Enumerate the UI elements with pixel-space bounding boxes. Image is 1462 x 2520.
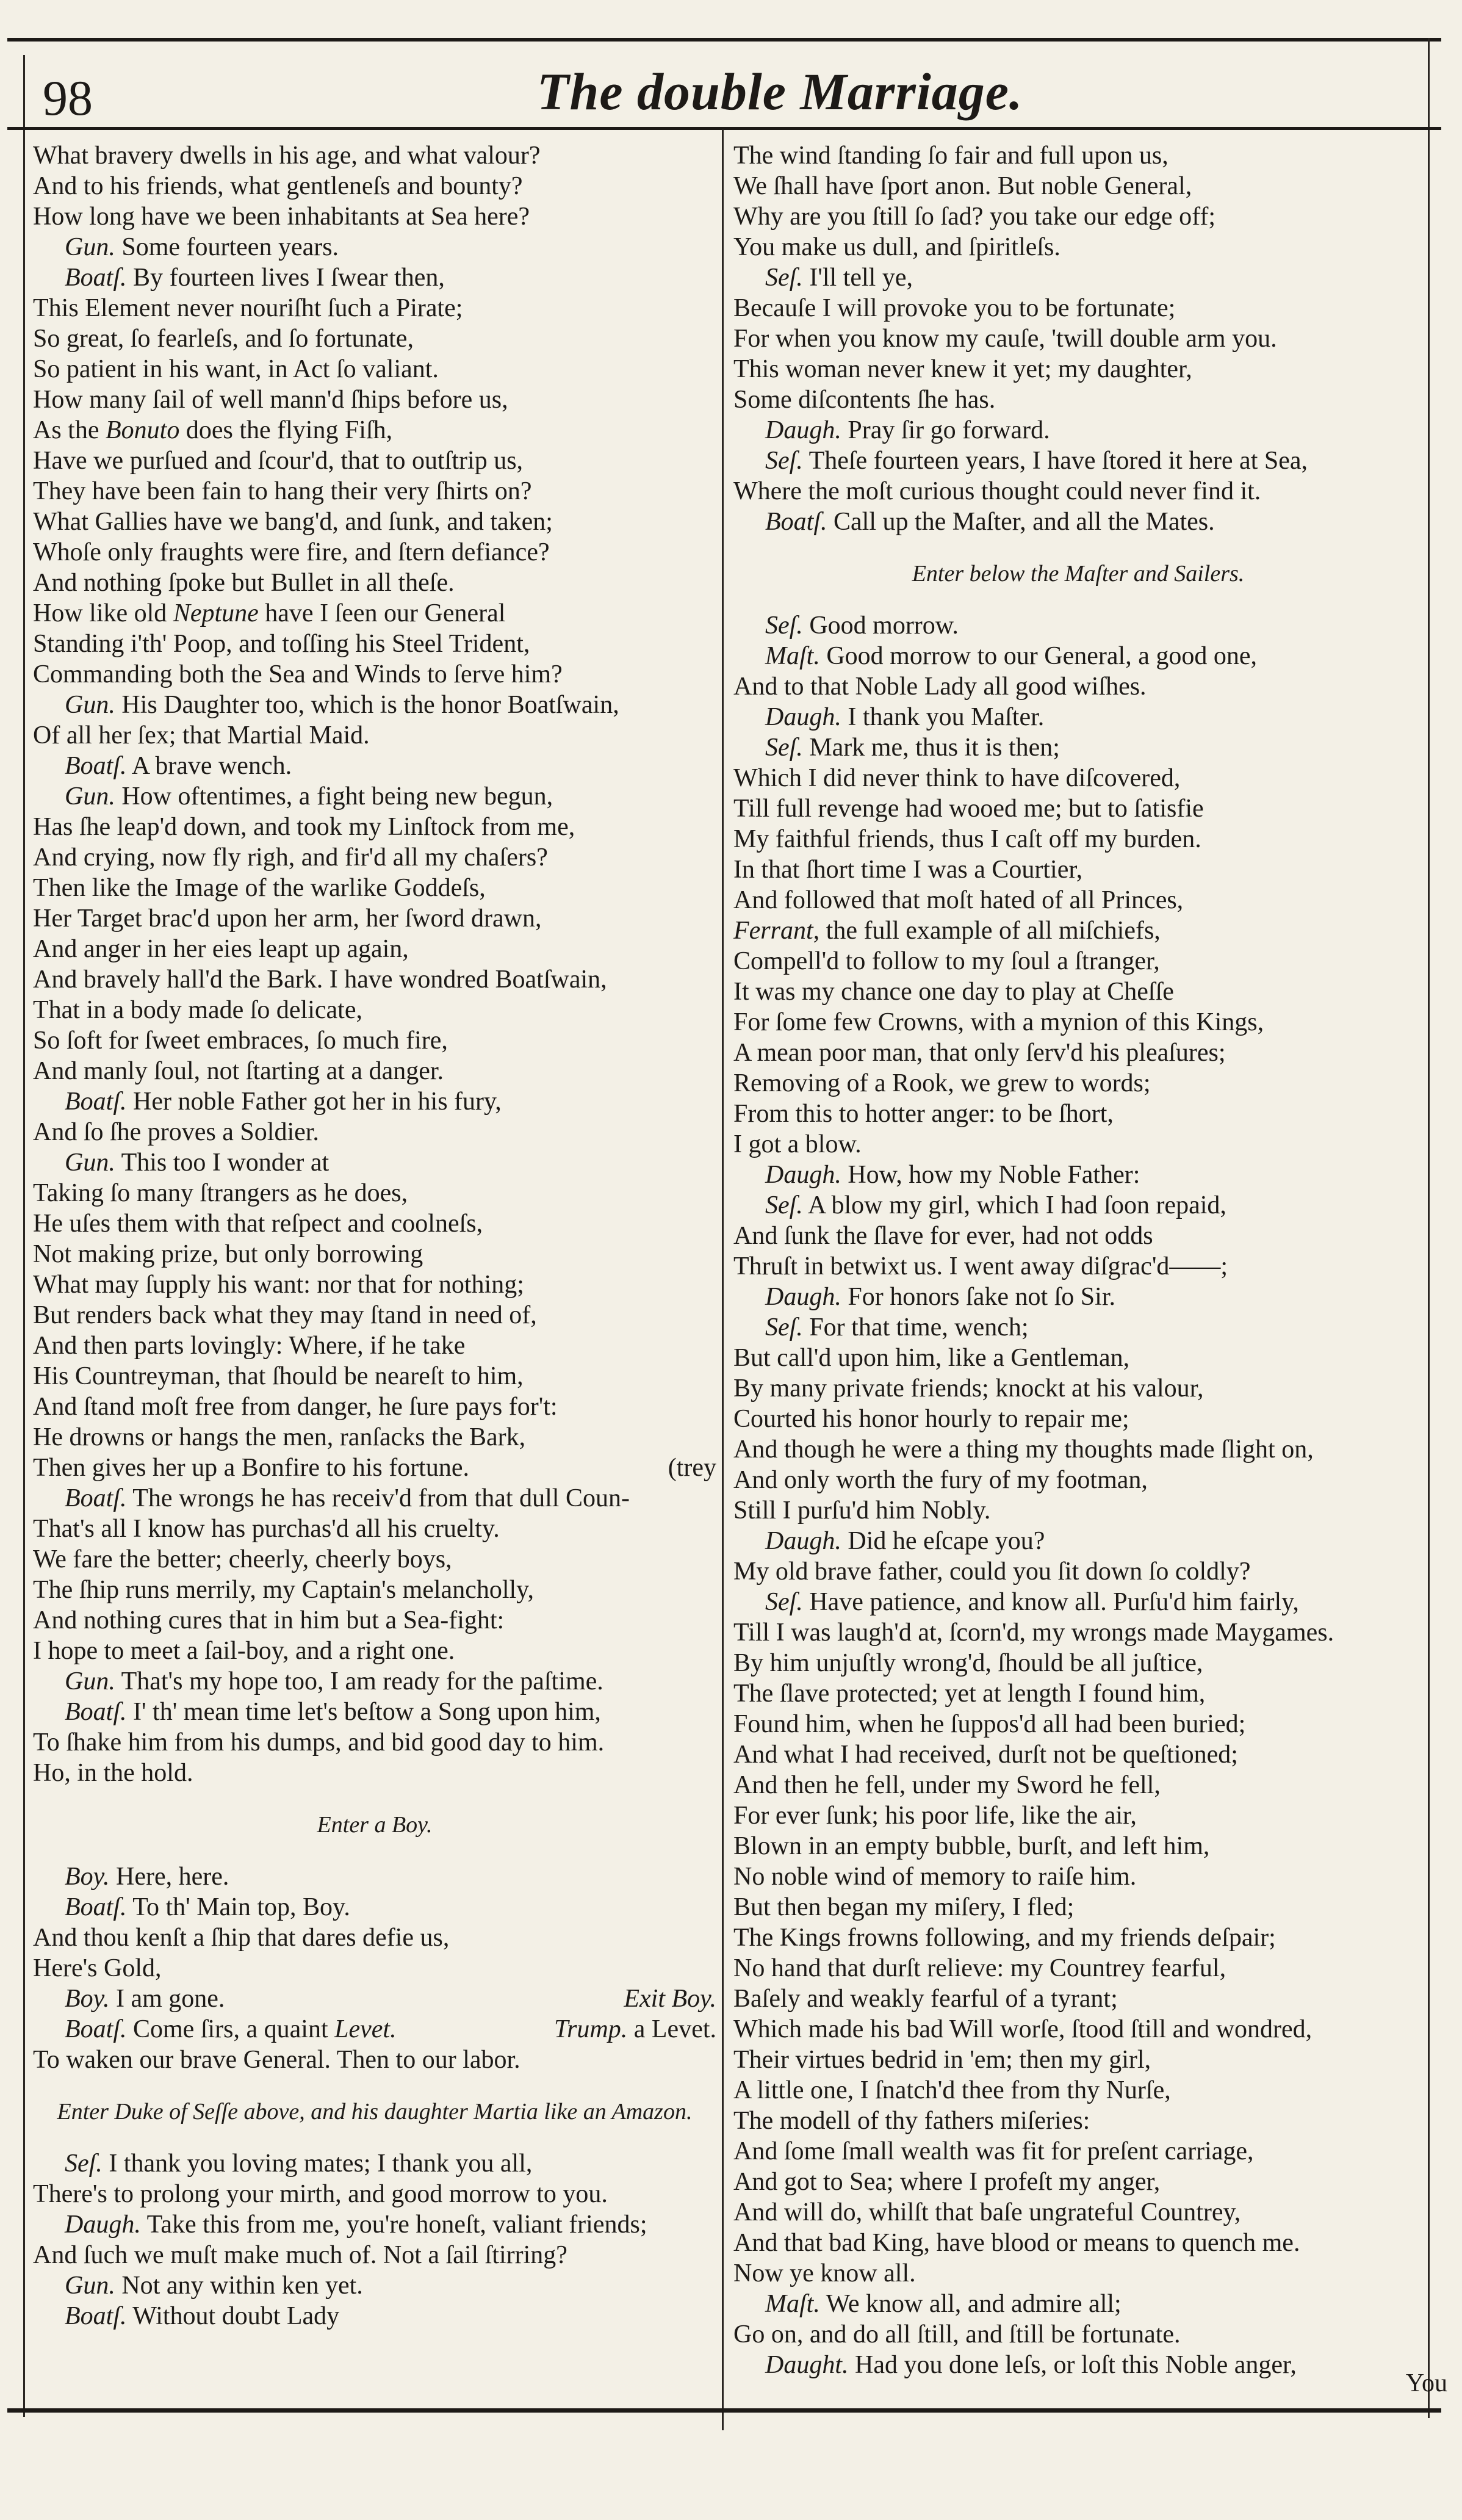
- verse-line: Removing of a Rook, we grew to words;: [733, 1069, 1151, 1097]
- verse-line: Has ſhe leap'd down, and took my Linſtock from me,: [33, 813, 575, 841]
- speech-line: [733, 507, 1423, 537]
- speaker-name: Gun.: [65, 2272, 115, 2300]
- verse-line: And to that Noble Lady all good wiſhes.: [733, 673, 1147, 701]
- speech-text: Theſe fourteen years, I have ſtored it here at Sea,: [808, 447, 1308, 475]
- verse-line: No noble wind of memory to raiſe him.: [733, 1863, 1137, 1891]
- verse-line: Go on, and do all ſtill, and ſtill be fortunate.: [733, 2320, 1181, 2349]
- exit-direction: Exit Boy.: [624, 1985, 716, 2013]
- verse-line: This woman never knew it yet; my daughter,: [733, 355, 1192, 383]
- cue-word: Trump.: [554, 2015, 628, 2043]
- verse-line: Becauſe I will provoke you to be fortunate;: [733, 294, 1176, 322]
- speech-text: I thank you loving mates; I thank you all,: [109, 2150, 533, 2178]
- speaker-name: Seſ.: [765, 1588, 803, 1616]
- verse-line: The ſhip runs merrily, my Captain's melancholly,: [33, 1576, 534, 1604]
- speech-line: [733, 702, 1423, 732]
- speech-text: Good morrow to our General, a good one,: [826, 642, 1257, 670]
- speech-text: How, how my Noble Father:: [848, 1161, 1140, 1189]
- verse-line: And manly ſoul, not ſtarting at a danger.: [33, 1057, 444, 1085]
- verse-line: The Kings frowns following, and my friends deſpair;: [733, 1924, 1276, 1952]
- verse-line: Some diſcontents ſhe has.: [733, 386, 996, 414]
- speaker-name: Daugh.: [765, 703, 841, 731]
- verse-line: He uſes them with that reſpect and coolneſs,: [33, 1210, 483, 1238]
- speaker-name: Daugh.: [765, 1283, 841, 1311]
- speech-line: [33, 1697, 716, 1727]
- verse-line: And will do, whilſt that baſe ungrateful Countrey,: [733, 2198, 1241, 2226]
- verse-line: Commanding both the Sea and Winds to ſerve him?: [33, 660, 563, 688]
- verse-line: For ever ſunk; his poor life, like the air,: [733, 1802, 1137, 1830]
- speaker-name: Boatſ.: [765, 508, 827, 536]
- italic-name: Bonuto: [106, 416, 180, 444]
- spacer: [33, 2075, 716, 2097]
- speech-text: His Daughter too, which is the honor Boatſwain,: [121, 691, 619, 719]
- text-run: Then gives her up a Bonfire to his fortune.: [33, 1454, 469, 1482]
- verse-line: And ſo ſhe proves a Soldier.: [33, 1118, 319, 1146]
- speech-line: [733, 732, 1423, 763]
- speaker-name: Daugh.: [65, 2211, 141, 2239]
- verse-line: [33, 415, 716, 446]
- verse-line: So patient in his want, in Act ſo valiant.: [33, 355, 439, 383]
- verse-line: We fare the better; cheerly, cheerly boys,: [33, 1545, 452, 1573]
- speech-line: [33, 781, 716, 812]
- verse-line: And got to Sea; where I profeſt my anger,: [733, 2168, 1161, 2196]
- speech-text: Come ſirs, a quaint: [133, 2015, 335, 2043]
- verse-line: Which made his bad Will worſe, ſtood ſtill and wondred,: [733, 2015, 1313, 2043]
- top-rule: [7, 38, 1441, 42]
- verse-line: Blown in an empty bubble, burſt, and left him,: [733, 1832, 1210, 1860]
- left-text-column: [33, 140, 716, 2331]
- verse-line: The modell of thy fathers miſeries:: [733, 2107, 1090, 2135]
- speaker-name: Daugh.: [765, 1161, 841, 1189]
- speaker-name: Gun.: [65, 233, 115, 261]
- verse-line: And nothing ſpoke but Bullet in all theſe.: [33, 569, 455, 597]
- verse-line: [733, 915, 1423, 946]
- speech-text: For that time, wench;: [809, 1313, 1029, 1341]
- speech-line: [33, 690, 716, 720]
- speech-line: [33, 1666, 716, 1697]
- verse-line: And crying, now fly righ, and fir'd all my chaſers?: [33, 843, 548, 872]
- verse-line: Thruſt in betwixt us. I went away diſgrac'd——;: [733, 1252, 1228, 1280]
- verse-line: What may ſupply his want: nor that for nothing;: [33, 1271, 524, 1299]
- speech-line: [733, 610, 1423, 641]
- italic-name: Levet.: [334, 2015, 397, 2043]
- speech-text: By fourteen lives I ſwear then,: [133, 264, 445, 292]
- speech-text: Had you done leſs, or loſt this Noble anger,: [855, 2351, 1297, 2379]
- speaker-name: Maſt.: [765, 2290, 820, 2318]
- verse-line: And then parts lovingly: Where, if he take: [33, 1332, 466, 1360]
- speech-line: [33, 2209, 716, 2240]
- verse-line: [33, 598, 716, 629]
- verse-line: But then began my miſery, I fled;: [733, 1893, 1075, 1921]
- stage-direction: Enter a Boy.: [317, 1812, 433, 1838]
- verse-line: Where the moſt curious thought could never find it.: [733, 477, 1261, 505]
- speech-text: Not any within ken yet.: [121, 2272, 363, 2300]
- turnover-fragment: (trey: [668, 1454, 716, 1482]
- speaker-name: Seſ.: [765, 447, 803, 475]
- cue-text: a Levet.: [627, 2015, 716, 2043]
- speech-text: Here, here.: [115, 1863, 229, 1891]
- speech-text: Did he eſcape you?: [848, 1527, 1045, 1555]
- verse-line: And bravely hall'd the Bark. I have wondred Boatſwain,: [33, 966, 607, 994]
- stage-direction: Enter below the Maſter and Sailers.: [912, 561, 1245, 587]
- text-run: have I ſeen our General: [258, 599, 506, 627]
- speech-line: [733, 446, 1423, 476]
- bottom-rule: [7, 2408, 1441, 2413]
- speech-text: A brave wench.: [131, 752, 292, 780]
- speech-line: [33, 232, 716, 262]
- speech-line: [33, 1984, 716, 2014]
- verse-line: His Countreyman, that ſhould be neareſt to him,: [33, 1362, 524, 1390]
- verse-line: This Element never nouriſht ſuch a Pirate;: [33, 294, 463, 322]
- speaker-name: Seſ.: [765, 734, 803, 762]
- verse-line: How many ſail of well mann'd ſhips before us,: [33, 386, 508, 414]
- speech-line: [33, 1892, 716, 1922]
- speech-text: How oftentimes, a fight being new begun,: [121, 782, 553, 811]
- speech-text: Without doubt Lady: [132, 2302, 340, 2330]
- speech-text: I thank you Maſter.: [848, 703, 1045, 731]
- speaker-name: Boatſ.: [65, 752, 127, 780]
- verse-line: Their virtues bedrid in 'em; then my girl,: [733, 2046, 1151, 2074]
- verse-line: Standing i'th' Poop, and toſſing his Steel Trident,: [33, 630, 530, 658]
- verse-line: To waken our brave General. Then to our labor.: [33, 2046, 520, 2074]
- verse-line: By him unjuſtly wrong'd, ſhould be all juſtice,: [733, 1649, 1203, 1677]
- verse-line: And ſunk the ſlave for ever, had not odds: [733, 1222, 1153, 1250]
- speech-text: The wrongs he has receiv'd from that dull Coun-: [132, 1484, 630, 1512]
- verse-line: The wind ſtanding ſo fair and full upon us,: [733, 142, 1169, 170]
- italic-name: Neptune: [173, 599, 259, 627]
- speech-line: [33, 1861, 716, 1892]
- speech-line: [33, 2301, 716, 2331]
- verse-line: How long have we been inhabitants at Sea here?: [33, 203, 530, 231]
- right-frame-rule: [1428, 38, 1430, 2418]
- speech-line: [733, 1282, 1423, 1312]
- speaker-name: Boatſ.: [65, 1698, 127, 1726]
- verse-line: And then he fell, under my Sword he fell,: [733, 1771, 1161, 1799]
- verse-line: Baſely and weakly fearful of a tyrant;: [733, 1985, 1118, 2013]
- verse-line: He drowns or hangs the men, ranſacks the Bark,: [33, 1423, 526, 1451]
- speech-text: A blow my girl, which I had ſoon repaid,: [808, 1191, 1226, 1219]
- verse-line: And ſtand moſt free from danger, he ſure pays for't:: [33, 1393, 558, 1421]
- verse-line: Till full revenge had wooed me; but to ſatisfie: [733, 795, 1204, 823]
- speech-line: [33, 1483, 716, 1514]
- verse-line: Till I was laugh'd at, ſcorn'd, my wrongs made Maygames.: [733, 1619, 1334, 1647]
- catchword: You: [1405, 2369, 1447, 2397]
- verse-line: Have we purſued and ſcour'd, that to outſtrip us,: [33, 447, 524, 475]
- verse-line: Then like the Image of the warlike Goddeſs,: [33, 874, 486, 902]
- verse-line: That in a body made ſo delicate,: [33, 996, 362, 1024]
- spacer: [33, 1788, 716, 1810]
- verse-line: My old brave father, could you ſit down ſo coldly?: [733, 1558, 1251, 1586]
- stage-cue: [554, 2014, 716, 2045]
- italic-name: Ferrant,: [733, 917, 820, 945]
- verse-line: And thou kenſt a ſhip that dares defie us,: [33, 1924, 450, 1952]
- verse-line: In that ſhort time I was a Courtier,: [733, 856, 1083, 884]
- text-run: As the: [33, 416, 106, 444]
- speaker-name: Seſ.: [765, 1313, 803, 1341]
- verse-line: I hope to meet a ſail-boy, and a right one.: [33, 1637, 455, 1665]
- speech-text: Take this from me, you're honeſt, valiant friends;: [146, 2211, 647, 2239]
- verse-line: We ſhall have ſport anon. But noble General,: [733, 172, 1192, 200]
- speech-line: [33, 2148, 716, 2179]
- speaker-name: Boatſ.: [65, 264, 127, 292]
- verse-line: What bravery dwells in his age, and what valour?: [33, 142, 541, 170]
- speech-line: [733, 1190, 1423, 1221]
- verse-line: Ho, in the hold.: [33, 1759, 193, 1787]
- speech-line: [33, 1086, 716, 1117]
- verse-line: And anger in her eies leapt up again,: [33, 935, 409, 963]
- verse-line: Still I purſu'd him Nobly.: [733, 1496, 991, 1525]
- speech-line: [733, 1160, 1423, 1190]
- text-run: does the flying Fiſh,: [179, 416, 393, 444]
- speech-text: I'll tell ye,: [809, 264, 913, 292]
- verse-line: For ſome few Crowns, with a mynion of this Kings,: [733, 1008, 1264, 1036]
- verse-line: But call'd upon him, like a Gentleman,: [733, 1344, 1130, 1372]
- speaker-name: Daugh.: [765, 416, 841, 444]
- verse-line: By many private friends; knockt at his valour,: [733, 1374, 1204, 1403]
- verse-line: For when you know my cauſe, 'twill double arm you.: [733, 325, 1277, 353]
- speaker-name: Boatſ.: [65, 2015, 127, 2043]
- speaker-name: Boy.: [65, 1985, 110, 2013]
- verse-line: It was my chance one day to play at Cheſſe: [733, 978, 1174, 1006]
- verse-line: And ſome ſmall wealth was fit for preſent carriage,: [733, 2137, 1254, 2165]
- text-run: the full example of all miſchiefs,: [819, 917, 1161, 945]
- verse-line: They have been fain to hang their very ſhirts on?: [33, 477, 532, 505]
- verse-line: Taking ſo many ſtrangers as he does,: [33, 1179, 408, 1207]
- speaker-name: Seſ.: [765, 264, 803, 292]
- speaker-name: Boatſ.: [65, 1893, 127, 1921]
- verse-line: Her Target brac'd upon her arm, her ſword drawn,: [33, 904, 542, 933]
- speech-line: [33, 1147, 716, 1178]
- verse-line: And that bad King, have blood or means to quench me.: [733, 2229, 1300, 2257]
- speaker-name: Boatſ.: [65, 2302, 127, 2330]
- verse-line: What Gallies have we bang'd, and ſunk, and taken;: [33, 508, 553, 536]
- verse-line: From this to hotter anger: to be ſhort,: [733, 1100, 1114, 1128]
- speech-text: Call up the Maſter, and all the Mates.: [834, 508, 1215, 536]
- verse-line: Compell'd to follow to my ſoul a ſtranger,: [733, 947, 1160, 975]
- verse-line: But renders back what they may ſtand in need of,: [33, 1301, 537, 1329]
- speaker-name: Boatſ.: [65, 1088, 127, 1116]
- verse-line: And what I had received, durſt not be queſtioned;: [733, 1741, 1238, 1769]
- spacer: [33, 1839, 716, 1861]
- speech-text: Some fourteen years.: [121, 233, 339, 261]
- speaker-name: Gun.: [65, 1149, 115, 1177]
- speaker-name: Daught.: [765, 2351, 849, 2379]
- verse-line: Of all her ſex; that Martial Maid.: [33, 721, 370, 749]
- speaker-name: Seſ.: [765, 612, 803, 640]
- speech-line: [733, 262, 1423, 293]
- speech-line: [33, 2014, 716, 2045]
- verse-line: Courted his honor hourly to repair me;: [733, 1405, 1129, 1433]
- verse-line: You make us dull, and ſpiritleſs.: [733, 233, 1060, 261]
- speech-text: We know all, and admire all;: [826, 2290, 1122, 2318]
- header-rule: [7, 127, 1441, 130]
- speaker-name: Boy.: [65, 1863, 110, 1891]
- speech-line: [33, 751, 716, 781]
- speaker-name: Maſt.: [765, 642, 820, 670]
- speech-text: Her noble Father got her in his fury,: [133, 1088, 502, 1116]
- speech-line: [733, 415, 1423, 446]
- verse-line: Found him, when he ſuppos'd all had been buried;: [733, 1710, 1246, 1738]
- speech-text: To th' Main top, Boy.: [132, 1893, 350, 1921]
- column-divider: [722, 129, 724, 2430]
- page-number: 98: [43, 70, 93, 126]
- verse-line: No hand that durſt relieve: my Countrey fearful,: [733, 1954, 1226, 1982]
- spacer: [733, 537, 1423, 559]
- speech-line: [733, 2350, 1423, 2380]
- verse-line: Here's Gold,: [33, 1954, 162, 1982]
- verse-line: And to his friends, what gentleneſs and bounty?: [33, 172, 523, 200]
- speech-line: [733, 1312, 1423, 1343]
- speaker-name: Gun.: [65, 1667, 115, 1695]
- speaker-name: Boatſ.: [65, 1484, 127, 1512]
- speaker-name: Gun.: [65, 782, 115, 811]
- verse-line: And nothing cures that in him but a Sea-fight:: [33, 1606, 505, 1634]
- verse-line: Now ye know all.: [733, 2259, 916, 2287]
- left-frame-rule: [23, 55, 25, 2417]
- verse-line: [33, 1453, 716, 1483]
- speech-text: I' th' mean time let's beſtow a Song upon him,: [133, 1698, 601, 1726]
- speech-line: [733, 1526, 1423, 1556]
- speaker-name: Gun.: [65, 691, 115, 719]
- speech-text: Have patience, and know all. Purſu'd him fairly,: [809, 1588, 1299, 1616]
- verse-line: Why are you ſtill ſo ſad? you take our edge off;: [733, 203, 1215, 231]
- verse-line: And ſuch we muſt make much of. Not a ſail ſtirring?: [33, 2241, 567, 2269]
- verse-line: That's all I know has purchas'd all his cruelty.: [33, 1515, 500, 1543]
- spacer: [33, 2126, 716, 2148]
- spacer: [733, 588, 1423, 610]
- verse-line: And only worth the fury of my footman,: [733, 1466, 1148, 1494]
- stage-direction: Enter Duke of Seſſe above, and his daughter Martia like an Amazon.: [57, 2099, 693, 2125]
- speech-line: [33, 2270, 716, 2301]
- verse-line: There's to prolong your mirth, and good morrow to you.: [33, 2180, 608, 2208]
- speech-line: [733, 2289, 1423, 2319]
- verse-line: And though he were a thing my thoughts made ſlight on,: [733, 1435, 1314, 1464]
- verse-line: Not making prize, but only borrowing: [33, 1240, 423, 1268]
- running-title: The double Marriage.: [537, 62, 1023, 121]
- speaker-name: Seſ.: [765, 1191, 803, 1219]
- speech-line: [33, 262, 716, 293]
- verse-line: So ſoft for ſweet embraces, ſo much fire,: [33, 1027, 448, 1055]
- speech-text: This too I wonder at: [121, 1149, 329, 1177]
- verse-line: Whoſe only fraughts were fire, and ſtern defiance?: [33, 538, 550, 566]
- speech-text: Good morrow.: [809, 612, 959, 640]
- right-text-column: [733, 140, 1423, 2380]
- verse-line: And followed that moſt hated of all Princes,: [733, 886, 1184, 914]
- verse-line: A little one, I ſnatch'd thee from thy Nurſe,: [733, 2076, 1171, 2104]
- speech-line: [733, 641, 1423, 671]
- verse-line: To ſhake him from his dumps, and bid good day to him.: [33, 1728, 605, 1756]
- speech-text: I am gone.: [115, 1985, 225, 2013]
- verse-line: Which I did never think to have diſcovered,: [733, 764, 1181, 792]
- text-run: How like old: [33, 599, 173, 627]
- verse-line: I got a blow.: [733, 1130, 862, 1158]
- speech-text: That's my hope too, I am ready for the paſtime.: [121, 1667, 603, 1695]
- verse-line: My faithful friends, thus I caſt off my burden.: [733, 825, 1201, 853]
- speech-text: Pray ſir go forward.: [848, 416, 1050, 444]
- speaker-name: Seſ.: [65, 2150, 103, 2178]
- speaker-name: Daugh.: [765, 1527, 841, 1555]
- speech-line: [733, 1587, 1423, 1617]
- verse-line: A mean poor man, that only ſerv'd his pleaſures;: [733, 1039, 1226, 1067]
- speech-text: For honors ſake not ſo Sir.: [848, 1283, 1116, 1311]
- verse-line: The ſlave protected; yet at length I found him,: [733, 1680, 1206, 1708]
- speech-text: Mark me, thus it is then;: [809, 734, 1060, 762]
- verse-line: So great, ſo fearleſs, and ſo fortunate,: [33, 325, 414, 353]
